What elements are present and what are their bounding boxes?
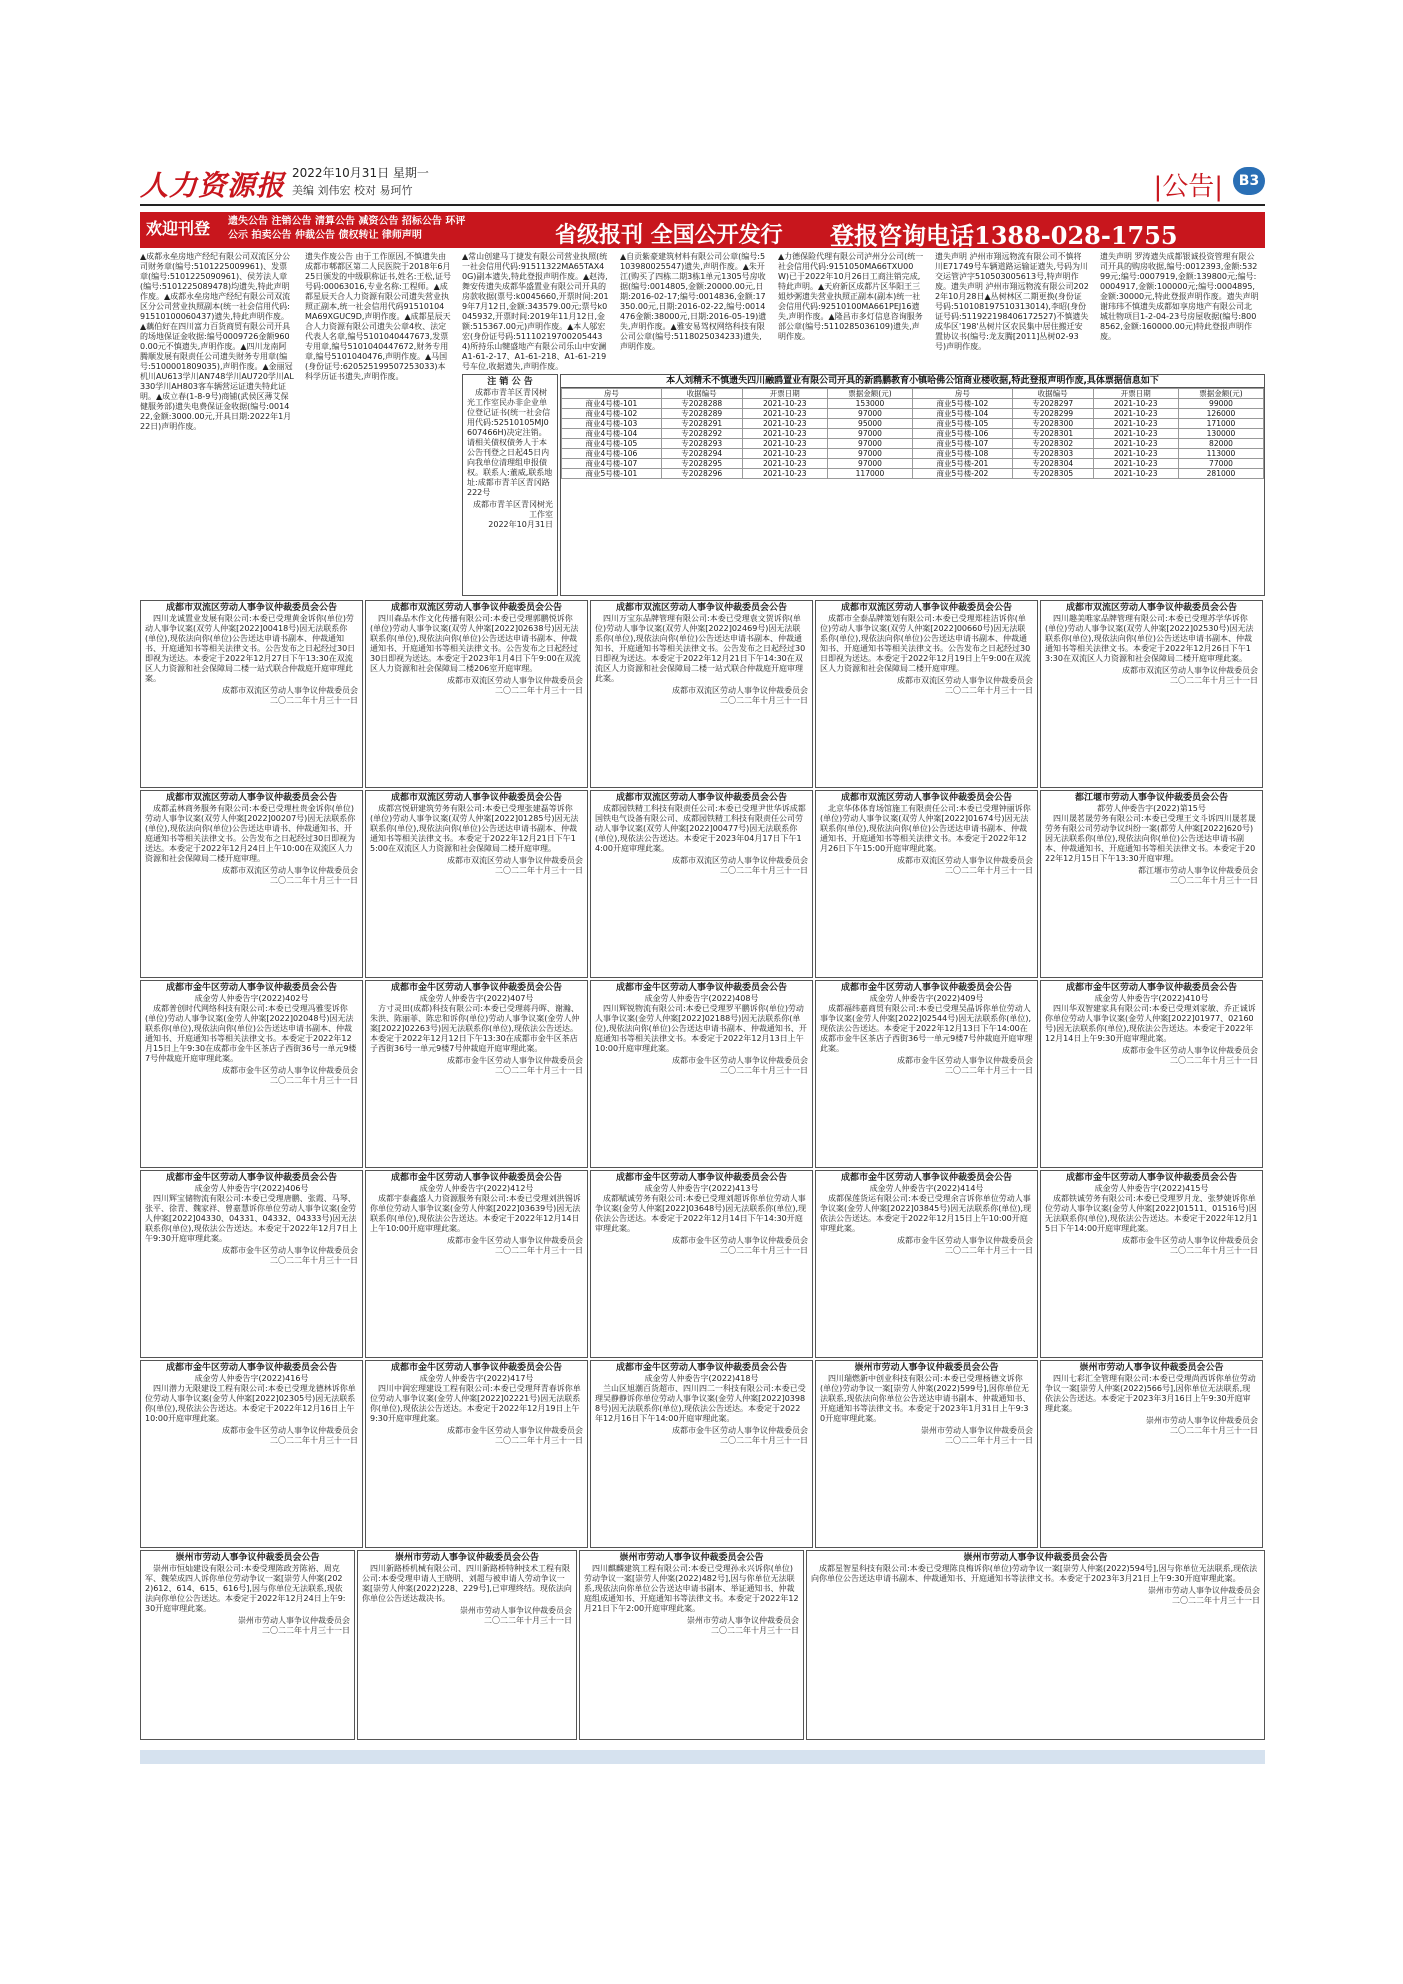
ad-banner	[140, 212, 1265, 248]
table-cell: 专2028305	[1012, 469, 1093, 479]
arbitration-notice	[815, 1360, 1038, 1548]
table-cell: 商业5号楼-102	[912, 399, 1012, 409]
table-cell: 171000	[1178, 419, 1263, 429]
arbitration-notice	[140, 1170, 363, 1358]
notice-reference: 成金劳人仲委告字(2022)410号	[1094, 994, 1209, 1003]
notice-body: 成都园铁精工科技有限责任公司:本委已受理尹世华诉成都国铁电气设备有限公司、成都园铁精工科技有限责任公司劳动人事争议案(双劳人仲案[2022]00477号)因无法联系你(单位),现依法公告送达。本委定于2023年04月17日下午14:00开庭审理此案。	[595, 804, 806, 853]
notice-title: 成都市金牛区劳动人事争议仲裁委员会公告	[615, 1363, 787, 1373]
table-header-cell: 开票日期	[1093, 389, 1178, 399]
notice-date: 二〇二二年十月三十一日	[495, 1066, 583, 1075]
notice-signature: 成都市双流区劳动人事争议仲裁委员会	[672, 686, 808, 695]
notice-date: 二〇二二年十月三十一日	[270, 1076, 358, 1085]
notice-body: 四川华双智建家具有限公司:本委已受理刘家敏、乔正诚诉你单位劳动人事争议案(金劳人仲案[2022]01977、02160号)因无法联系你(单位),现依法公告送达。本委定于2022年12月14日上午9:30开庭审理此案。	[1045, 1004, 1256, 1043]
notice-reference: 成金劳人仲委告字(2022)415号	[1094, 1184, 1209, 1193]
table-cell: 商业5号楼-105	[912, 419, 1012, 429]
arbitration-notice	[815, 600, 1038, 788]
table-header-cell: 收据编号	[1012, 389, 1093, 399]
table-cell: 专2028293	[661, 439, 742, 449]
notice-signature: 成都市金牛区劳动人事争议仲裁委员会	[897, 1056, 1033, 1065]
table-row	[562, 439, 1264, 449]
table-cell: 77000	[1178, 459, 1263, 469]
notice-date: 二〇二二年十月三十一日	[945, 1246, 1033, 1255]
arbitration-notice	[140, 1550, 355, 1740]
footer-band	[140, 1750, 1265, 1764]
table-cell: 126000	[1178, 409, 1263, 419]
table-cell: 2021-10-23	[742, 449, 827, 459]
arbitration-notice	[590, 790, 813, 978]
notice-title: 都江堰市劳动人事争议仲裁委员会公告	[1074, 793, 1228, 803]
receipt-table-block	[560, 374, 1265, 596]
notice-title: 成都市金牛区劳动人事争议仲裁委员会公告	[1065, 1173, 1237, 1183]
table-cell: 97000	[827, 449, 912, 459]
notice-body: 成都铁诚劳务有限公司:本委已受理罗月龙、张梦婕诉你单位劳动人事争议案(金劳人仲案[2022]01511、01516号)因无法联系你(单位),现依法公告送达。本委定于2022年12月15日下午14:00开庭审理此案。	[1045, 1194, 1258, 1233]
table-header-cell: 票据金额(元)	[827, 389, 912, 399]
notice-date: 二〇二二年十月三十一日	[262, 1626, 350, 1635]
cancellation-notice	[462, 374, 558, 596]
table-cell: 专2028289	[661, 409, 742, 419]
notice-body: 成都孟林商务服务有限公司:本委已受理杜贵金诉你(单位)劳动人事争议案(双劳人仲案[2022]00207号)因无法联系你(单位),现依法向你(单位)公告送达申请书、仲裁通知书、开庭通知书等相关法律文书。公告发布之日起经过30日即视为送达。本委定于2022年12月24日上午10:00在双流区人力资源和社会保障局二楼开庭审理。	[145, 804, 356, 863]
section-name: |公告|	[1153, 172, 1223, 202]
notice-reference: 都劳人仲委告字(2022)第15号	[1097, 804, 1206, 813]
notice-date: 二〇二二年十月三十一日	[495, 686, 583, 695]
table-cell: 2021-10-23	[1093, 409, 1178, 419]
arbitration-notice	[579, 1550, 804, 1740]
notice-title: 成都市金牛区劳动人事争议仲裁委员会公告	[615, 983, 787, 993]
notice-date: 二〇二二年十月三十一日	[1170, 1056, 1258, 1065]
notice-date: 二〇二二年十月三十一日	[1170, 876, 1258, 885]
notice-signature: 成都市双流区劳动人事争议仲裁委员会	[897, 856, 1033, 865]
table-cell: 2021-10-23	[742, 419, 827, 429]
notice-signature: 成都市双流区劳动人事争议仲裁委员会	[447, 676, 583, 685]
notice-signature: 成都市双流区劳动人事争议仲裁委员会	[447, 856, 583, 865]
table-cell: 商业5号楼-104	[912, 409, 1012, 419]
notice-date: 二〇二二年十月三十一日	[720, 1066, 808, 1075]
table-row	[562, 419, 1264, 429]
notice-title: 崇州市劳动人事争议仲裁委员会公告	[394, 1553, 539, 1563]
notice-title: 崇州市劳动人事争议仲裁委员会公告	[963, 1553, 1108, 1563]
notice-reference: 成金劳人仲委告字(2022)414号	[869, 1184, 984, 1193]
classified-column: ▲常山创建马丁捷发有限公司营业执照(统一社会信用代码:91511322MA65TAX40G)副本遗失,特此登报声明作废。▲赵涛,舞安传遗失成都华盛置业有限公司开具的房款收据(票号:k0045660,开票时间:2019年7月12日,金额:343579.00元;票号k0045932,开票时间:2019年11月12日,金额:515367.00元)声明作废。▲本人邬宏宏(身份证号码:511102197002054434)所持乐山犍盛地产有限公司乐山中安澜A1-61-2-17、A1-61-218、A1-61-219号车位,收据遗失,声明作废。	[462, 252, 609, 370]
notice-title: 成都市双流区劳动人事争议仲裁委员会公告	[1065, 603, 1237, 613]
notice-title: 成都市双流区劳动人事争议仲裁委员会公告	[615, 603, 787, 613]
table-cell: 专2028296	[661, 469, 742, 479]
notice-body: 四川辉宝储物流有限公司:本委已受理唐鹏、张霞、马琴、张平、徐青、魏家祥、曾嘉慧诉你单位劳动人事争议案(金劳人仲案[2022]04330、04331、04332、04333号)因无法联系你(单位),现依法公告送达。本委定于2022年12月7日上午9:30开庭审理此案。	[145, 1194, 358, 1243]
table-cell: 商业5号楼-108	[912, 449, 1012, 459]
notice-signature: 成都市金牛区劳动人事争议仲裁委员会	[447, 1056, 583, 1065]
arbitration-notice	[590, 1170, 813, 1358]
arbitration-notice	[1040, 1170, 1263, 1358]
notice-signature: 成都市金牛区劳动人事争议仲裁委员会	[222, 1426, 358, 1435]
notice-title: 成都市金牛区劳动人事争议仲裁委员会公告	[165, 1363, 337, 1373]
table-cell: 商业4号楼-102	[562, 409, 662, 419]
notice-signature: 崇州市劳动人事争议仲裁委员会	[1146, 1416, 1258, 1425]
classified-column: 遗失声明 罗涛遗失成都银诚投资管理有限公司开具的购房收据,编号:0012393,金额:53299元;编号:0007919,金额:139800元;编号:0004917,金额:100000元;编号:0004895,金额:30000元,特此登报声明作废。遗失声明 谢玮玮不慎遗失成都如享房地产有限公司北城壮物项目1-2-04-23号房屋收据(编号:8008562,金额:160000.00元)特此登报声明作废。	[1100, 252, 1259, 341]
table-cell: 商业4号楼-101	[562, 399, 662, 409]
arbitration-notice	[140, 1360, 363, 1548]
notice-signature: 成都市金牛区劳动人事争议仲裁委员会	[447, 1426, 583, 1435]
notice-body: 四川瑞燃新中创业科技有限公司:本委已受理杨德文诉你(单位)劳动争议一案[崇劳人仲案(2022)599号],因你单位无法联系,现依法向你单位公告送达申请书副本、仲裁通知书、开庭通知书等法律文书。本委定于2023年1月31日上午9:30开庭审理此案。	[820, 1374, 1031, 1423]
notice-body: 四川七彩汇全管理有限公司:本委已受理尚西诉你单位劳动争议一案[崇劳人仲案(2022)566号],因你单位无法联系,现依法公告送达。本委定于2023年3月16日上午9:30开庭审理此案。	[1045, 1374, 1256, 1413]
table-cell: 专2028297	[1012, 399, 1093, 409]
table-row	[562, 399, 1264, 409]
notice-signature: 成都市金牛区劳动人事争议仲裁委员会	[1122, 1046, 1258, 1055]
notice-body: 四川中润宏理建设工程有限公司:本委已受理拜青春诉你单位劳动人事争议案(金劳人仲案[2022]02221号)因无法联系你(单位),现依法公告送达。本委定于2022年12月19日上午9:30开庭审理此案。	[370, 1384, 581, 1423]
arbitration-notice	[1040, 600, 1263, 788]
notice-signature: 崇州市劳动人事争议仲裁委员会	[921, 1426, 1033, 1435]
header-rule	[140, 204, 1265, 206]
masthead-logo: 人力资源报	[140, 169, 286, 202]
notice-signature: 成都市金牛区劳动人事争议仲裁委员会	[897, 1236, 1033, 1245]
notice-signature: 成都市金牛区劳动人事争议仲裁委员会	[447, 1236, 583, 1245]
classified-column: 遗失作废公告 由于工作原因,不慎遗失由成都市郫都区第二人民医院于2018年6月25日颁发的中级职称证书,姓名:王松,证号号码:00063016,专业名称:工程师。▲成都星辰天合人力资源有限公司遗失营业执照正副本,统一社会信用代码91510104MA69XGUC9D,声明作废。▲成都星辰天合人力资源有限公司遗失公章4枚、法定代表人名章,编号5101040447673,发票专用章,编号5101040447672,财务专用章,编号5101040476,声明作废。▲马国(身份证号:620525199507253033)本科学历证书遗失,声明作废。	[305, 252, 451, 381]
notice-reference: 成金劳人仲委告字(2022)408号	[644, 994, 759, 1003]
classified-column: ▲成都永垒房地产经纪有限公司双流区分公司财务章(编号:5101225009961)、发票章(编号:5101225090961)、侯芳法人章(编号:5101225089478)均遗失,特此声明作废。▲成都永垒房地产经纪有限公司双流区分公司营业执照副本(统一社会信用代码:91510100060437)遗失,特此声明作废。▲藕伯好在四川富力百货商贸有限公司开具的场地保证金收据:编号0009726金额9600.00元不慎遗失,声明作废。▲四川龙南阿腾顺发展有限责任公司遗失财务专用章(编号:5100001809035),声明作废。▲金丽冠机川AU613学川AN748学川AU720学川AL330学川AH803客车辆营运证遗失特此证明。▲成立春(1-8-9号)商铺(武侯区薄艾保健服务部)遗失电费保证金收据(编号:001422,金额:3000.00元,开具日期:2022年1月22日)声明作废。	[140, 252, 294, 431]
notice-signature: 成都市双流区劳动人事争议仲裁委员会	[897, 676, 1033, 685]
arbitration-notice	[590, 980, 813, 1168]
table-cell: 2021-10-23	[742, 399, 827, 409]
notice-body: 成都赋诚劳务有限公司:本委已受理刘超诉你单位劳动人事争议案(金劳人仲案[2022]03648号)因无法联系你(单位),现依法公告送达。本委定于2022年12月14日下午14:30开庭审理此案。	[595, 1194, 807, 1233]
notice-reference: 成金劳人仲委告字(2022)409号	[869, 994, 984, 1003]
notice-signature: 成都市金牛区劳动人事争议仲裁委员会	[672, 1236, 808, 1245]
notice-date: 二〇二二年十月三十一日	[945, 1066, 1033, 1075]
notice-date: 二〇二二年十月三十一日	[945, 686, 1033, 695]
notice-body: 四川万宝东品牌管理有限公司:本委已受理袁文贺诉你(单位)劳动人事争议案(双劳人仲案[2022]02469号)因无法联系你(单位),现依法向你(单位)公告送达申请书副本、仲裁通知书、开庭通知书等相关法律文书。公告发布之日起经过30日即视为送达。本委定于2022年12月21日下午14:30在双流区人力资源和社会保障局二楼一站式联合仲裁庭开庭审理此案。	[595, 614, 806, 683]
notice-body: 四川森品木作文化传播有限公司:本委已受理郭鹏悦诉你(单位)劳动人事争议案(双劳人仲案[2022]02638号)因无法联系你(单位),现依法向你(单位)公告送达申请书副本、仲裁通知书、开庭通知书等相关法律文书。公告发布之日起经过30日即视为送达。本委定于2023年1月4日下午9:00在双流区人力资源和社会保障局二楼206室开庭审理。	[370, 614, 581, 673]
table-cell: 专2028300	[1012, 419, 1093, 429]
table-cell: 2021-10-23	[1093, 439, 1178, 449]
notice-date: 二〇二二年十月三十一日	[945, 1436, 1033, 1445]
table-cell: 专2028299	[1012, 409, 1093, 419]
table-cell: 99000	[1178, 399, 1263, 409]
issue-date: 2022年10月31日 星期一	[292, 166, 429, 180]
table-cell: 113000	[1178, 449, 1263, 459]
table-cell: 97000	[827, 459, 912, 469]
notice-signature: 崇州市劳动人事争议仲裁委员会	[238, 1616, 350, 1625]
notice-title: 成都市双流区劳动人事争议仲裁委员会公告	[615, 793, 787, 803]
notice-body: 四川潜力无限建设工程有限公司:本委已受理龙德林诉你单位劳动人事争议案(金劳人仲案[2022]02305号)因无法联系你(单位),现依法公告送达。本委定于2022年12月16日上午10:00开庭审理此案。	[145, 1384, 356, 1423]
notice-reference: 成金劳人仲委告字(2022)417号	[419, 1374, 534, 1383]
notice-body: 成都福纬嘉商贸有限公司:本委已受理吴晶诉你单位劳动人事争议案(金劳人仲案[2022]02544号)因无法联系你(单位),现依法公告送达。本委定于2022年12月13日下午14:00在成都市金牛区茶店子西街36号一单元9楼7号仲裁庭开庭审理此案。	[820, 1004, 1033, 1053]
notice-body: 成都宇泰鑫盛人力资源服务有限公司:本委已受理刘洪锡诉你单位劳动人事争议案(金劳人仲案[2022]03639号)因无法联系你(单位),现依法公告送达。本委定于2022年12月14日上午10:00开庭审理此案。	[370, 1194, 581, 1233]
notice-body: 成都市全泰品牌策划有限公司:本委已受理郑桂洁诉你(单位)劳动人事争议案(双劳人仲案[2022]00660号)因无法联系你(单位),现依法向你(单位)公告送达申请书副本、仲裁通知书、开庭通知书等相关法律文书。公告发布之日起经过30日即视为送达。本委定于2022年12月19日上午9:00在双流区人力资源和社会保障局二楼开庭审理。	[820, 614, 1031, 673]
notice-body: 成都宫悦研建筑劳务有限公司:本委已受理张建磊等诉你(单位)劳动人事争议案(双劳人仲案[2022]01285号)因无法联系你(单位),现依法向你(单位)公告送达申请书副本、仲裁通知书等相关法律文书。本委定于2022年12月21日下午15:00在双流区人力资源和社会保障局二楼开庭审理。	[370, 804, 579, 853]
table-cell: 商业5号楼-201	[912, 459, 1012, 469]
table-cell: 2021-10-23	[742, 409, 827, 419]
notice-date: 二〇二二年十月三十一日	[720, 866, 808, 875]
notice-title: 成都市双流区劳动人事争议仲裁委员会公告	[390, 603, 562, 613]
notice-date: 二〇二二年十月三十一日	[1170, 1246, 1258, 1255]
table-cell: 专2028294	[661, 449, 742, 459]
table-cell: 117000	[827, 469, 912, 479]
notice-signature: 成都市双流区劳动人事争议仲裁委员会	[1122, 666, 1258, 675]
arbitration-notice	[815, 1170, 1038, 1358]
notice-title: 成都市双流区劳动人事争议仲裁委员会公告	[390, 793, 562, 803]
notice-date: 2022年10月31日	[488, 520, 553, 529]
arbitration-notice	[590, 600, 813, 788]
table-header-cell: 房号	[562, 389, 662, 399]
notice-body: 四川龙诚置业发展有限公司:本委已受理黄金诉你(单位)劳动人事争议案(双劳人仲案[2022]00418号)因无法联系你(单位),现依法向你(单位)公告送达申请书副本、仲裁通知书、开庭通知书等相关法律文书。公告发布之日起经过30日即视为送达。本委定于2022年12月27日下午13:30在双流区人力资源和社会保障局二楼一站式联合仲裁庭开庭审理此案。	[145, 614, 356, 683]
table-row	[562, 449, 1264, 459]
notice-title: 成都市金牛区劳动人事争议仲裁委员会公告	[390, 983, 562, 993]
table-cell: 专2028301	[1012, 429, 1093, 439]
table-row	[562, 469, 1264, 479]
table-cell: 2021-10-23	[1093, 419, 1178, 429]
table-cell: 2021-10-23	[742, 469, 827, 479]
notice-title: 成都市金牛区劳动人事争议仲裁委员会公告	[1065, 983, 1237, 993]
table-header-cell: 开票日期	[742, 389, 827, 399]
notice-body: 成都保莲货运有限公司:本委已受理余言诉你单位劳动人事争议案(金劳人仲案[2022]03845号)因无法联系你(单位),现依法公告送达。本委定于2022年12月15日上午10:00开庭审理此案。	[820, 1194, 1032, 1233]
notice-title: 成都市金牛区劳动人事争议仲裁委员会公告	[165, 983, 337, 993]
notice-date: 二〇二二年十月三十一日	[720, 696, 808, 705]
table-cell: 商业5号楼-106	[912, 429, 1012, 439]
notice-reference: 成金劳人仲委告字(2022)416号	[194, 1374, 309, 1383]
banner-types: 遗失公告 注销公告 清算公告 减资公告 招标公告 环评公示 拍卖公告 仲裁公告 债权转让 律师声明	[228, 216, 466, 241]
notice-title: 成都市双流区劳动人事争议仲裁委员会公告	[165, 603, 337, 613]
table-cell: 82000	[1178, 439, 1263, 449]
notice-body: 四川麒麟建筑工程有限公司:本委已受理孙永兴诉你(单位)劳动争议一案[崇劳人仲案(2022)482号],因与你单位无法联系,现依法向你单位公告送达申请书副本、举证通知书、仲裁庭组成通知书、开庭通知书等法律文书。本委定于2022年12月21日下午2:00开庭审理此案。	[584, 1564, 799, 1613]
table-header-row	[562, 389, 1264, 399]
notice-body: 方寸灵田(成都)科技有限公司:本委已受理蒋丹晖、谢瀚、朱洪、陈丽菲、陈忠和诉你(单位)劳动人事争议案(金劳人仲案[2022]02263号)因无法联系你(单位),现依法公告送达。本委定于2022年12月12日下午13:30在成都市金牛区茶店子西街36号一单元9楼7号仲裁庭开庭审理此案。	[370, 1004, 580, 1053]
notice-date: 二〇二二年十月三十一日	[270, 696, 358, 705]
table-cell: 281000	[1178, 469, 1263, 479]
classified-column: 遗失声明 泸州市翔远物流有限公司不慎将川E71749号车辆道路运输证遗失,号码为川交运管泸字510503005613号,特声明作废。遗失声明 泸州市翔远物流有限公司2022年10月28日▲丛树林区二期更换(身份证号码:510108197510313014),李昭(身份证号码:511922198406172527)不慎遗失成华区'198'丛树片区农民集中居住搬迁安置协议书(编号:龙友腾[2011]丛树02-93号)声明作废。	[935, 252, 1089, 351]
table-cell: 专2028302	[1012, 439, 1093, 449]
arbitration-notice	[365, 790, 588, 978]
table-cell: 专2028291	[661, 419, 742, 429]
arbitration-notice	[365, 1170, 588, 1358]
table-cell: 商业5号楼-101	[562, 469, 662, 479]
notice-title: 成都市双流区劳动人事争议仲裁委员会公告	[840, 793, 1012, 803]
notice-reference: 成金劳人仲委告字(2022)418号	[644, 1374, 759, 1383]
classified-column: ▲力德保险代理有限公司泸州分公司(统一社会信用代码:9151050MA66TXU00W)已于2022年10月26日工商注销完成,特此声明。▲天府新区成都片区华阳王三姐炒粥遗失营业执照正副本(副本)统一社会信用代码:92510100MA661PEJ16遗失,声明作废。▲隆昌市多灯信息咨询服务部公章(编号:5110285036109)遗失,声明作废。	[778, 252, 924, 341]
table-cell: 专2028304	[1012, 459, 1093, 469]
notice-body: 四川新路桥机械有限公司、四川新路桥特种技术工程有限公司:本委受理申请人王晓明、刘超与被申请人劳动争议一案[崇劳人仲案(2022)228、229号],已审理终结。现依法向你单位公告送达裁决书。	[362, 1564, 572, 1603]
table-cell: 专2028292	[661, 429, 742, 439]
notice-date: 二〇二二年十月三十一日	[270, 876, 358, 885]
notice-signature: 成都市金牛区劳动人事争议仲裁委员会	[222, 1066, 358, 1075]
notice-date: 二〇二二年十月三十一日	[1170, 676, 1258, 685]
arbitration-notice	[140, 980, 363, 1168]
notice-body: 成都普创时代网络科技有限公司:本委已受理冯雅雯诉你(单位)劳动人事争议案(金劳人仲案[2022]02048号)因无法联系你(单位),现依法向你(单位)公告送达申请书副本、仲裁通知书、开庭通知书等相关法律文书。本委定于2022年12月15日上午9:30在成都市金牛区茶店子西街36号一单元9楼7号仲裁庭开庭审理此案。	[145, 1004, 357, 1063]
notice-date: 二〇二二年十月三十一日	[495, 866, 583, 875]
notice-date: 二〇二二年十月三十一日	[270, 1436, 358, 1445]
notice-signature: 成都市金牛区劳动人事争议仲裁委员会	[672, 1426, 808, 1435]
notice-date: 二〇二二年十月三十一日	[1170, 1426, 1258, 1435]
table-cell: 商业5号楼-107	[912, 439, 1012, 449]
notice-title: 成都市双流区劳动人事争议仲裁委员会公告	[840, 603, 1012, 613]
table-cell: 商业4号楼-107	[562, 459, 662, 469]
notice-signature: 成都市双流区劳动人事争议仲裁委员会	[222, 866, 358, 875]
table-cell: 2021-10-23	[1093, 469, 1178, 479]
arbitration-notice	[140, 600, 363, 788]
notice-title: 崇州市劳动人事争议仲裁委员会公告	[1079, 1363, 1224, 1373]
notice-title: 成都市金牛区劳动人事争议仲裁委员会公告	[615, 1173, 787, 1183]
notice-date: 二〇二二年十月三十一日	[270, 1256, 358, 1265]
table-cell: 商业4号楼-104	[562, 429, 662, 439]
arbitration-notice	[1040, 790, 1263, 978]
arbitration-notice	[365, 600, 588, 788]
notice-reference: 成金劳人仲委告字(2022)406号	[194, 1184, 309, 1193]
notice-signature: 成都市金牛区劳动人事争议仲裁委员会	[672, 1056, 808, 1065]
notice-signature: 崇州市劳动人事争议仲裁委员会	[687, 1616, 799, 1625]
table-row	[562, 459, 1264, 469]
notice-title: 崇州市劳动人事争议仲裁委员会公告	[854, 1363, 999, 1373]
notice-title: 成都市金牛区劳动人事争议仲裁委员会公告	[165, 1173, 337, 1183]
notice-title: 成都市金牛区劳动人事争议仲裁委员会公告	[840, 1173, 1012, 1183]
notice-signature: 成都市双流区劳动人事争议仲裁委员会	[222, 686, 358, 695]
table-cell: 2021-10-23	[1093, 429, 1178, 439]
table-cell: 97000	[827, 429, 912, 439]
table-cell: 153000	[827, 399, 912, 409]
table-title: 本人刘精禾不慎遗失四川融鸥置业有限公司开具的新鸥鹏教育小镇哈佛公馆商业楼收据,特此登报声明作废,具体票据信息如下	[561, 375, 1264, 388]
banner-phone: 登报咨询电话1388-028-1755	[830, 221, 1178, 248]
banner-welcome: 欢迎刊登	[146, 219, 211, 238]
notice-body: 成都市青羊区青冈树光工作室民办非企业单位登记证书(统一社会信用代码:52510105MJ0607466H)决定注销。请相关债权债务人于本公告刊登之日起45日内向我单位清理组申报债权。联系人:董威,联系地址:成都市青羊区青冈路222号	[467, 388, 553, 497]
notice-date: 二〇二二年十月三十一日	[720, 1436, 808, 1445]
notice-date: 二〇二二年十月三十一日	[495, 1436, 583, 1445]
notice-body: 四川晟茗晟劳务有限公司:本委已受理王文斗诉四川晟茗晟劳务有限公司劳动争议纠纷一案(都劳人仲案[2022]620号)因无法联系你(单位),现依法向你(单位)公告送达申请书副本、仲裁通知书、开庭通知书等相关法律文书。本委定于2022年12月15日下午13:30开庭审理。	[1045, 814, 1256, 863]
notice-body: 北京华体体育场馆施工有限责任公司:本委已受理钟丽诉你(单位)劳动人事争议案(双劳人仲案[2022]01674号)因无法联系你(单位),现依法向你(单位)公告送达申请书副本、仲裁通知书、开庭通知书等相关法律文书。本委定于2022年12月26日下午15:00开庭审理此案。	[820, 804, 1031, 853]
notice-signature: 成都市金牛区劳动人事争议仲裁委员会	[222, 1246, 358, 1255]
arbitration-notice	[1040, 980, 1263, 1168]
page-header	[140, 162, 1265, 200]
notice-body: 成都星智星科技有限公司:本委已受理陈良梅诉你(单位)劳动争议一案[崇劳人仲案(2022)594号],因与你单位无法联系,现依法向你单位公告送达申请书副本、仲裁通知书、开庭通知书等法律文书。本委定于2023年3月21日上午9:30开庭审理此案。	[811, 1564, 1258, 1583]
table-cell: 商业5号楼-202	[912, 469, 1012, 479]
notice-body: 四川趣美唯家品牌管理有限公司:本委已受理苏学华诉你(单位)劳动人事争议案(双劳人仲案[2022]02530号)因无法联系你(单位),现依法向你(单位)公告送达申请书副本、仲裁通知书等相关法律文书。本委定于2022年12月26日下午13:30在双流区人力资源和社会保障局二楼开庭审理此案。	[1045, 614, 1254, 663]
notice-title: 崇州市劳动人事争议仲裁委员会公告	[175, 1553, 320, 1563]
table-cell: 2021-10-23	[742, 439, 827, 449]
table-cell: 97000	[827, 439, 912, 449]
table-cell: 2021-10-23	[1093, 459, 1178, 469]
notice-reference: 成金劳人仲委告字(2022)413号	[644, 1184, 759, 1193]
notice-reference: 成金劳人仲委告字(2022)402号	[194, 994, 309, 1003]
notice-date: 二〇二二年十月三十一日	[1172, 1596, 1260, 1605]
arbitration-notice	[815, 790, 1038, 978]
table-cell: 商业4号楼-103	[562, 419, 662, 429]
table-cell: 2021-10-23	[1093, 399, 1178, 409]
arbitration-notice	[365, 980, 588, 1168]
notice-signature: 崇州市劳动人事争议仲裁委员会	[460, 1606, 572, 1615]
arbitration-notice	[590, 1360, 813, 1548]
notice-date: 二〇二二年十月三十一日	[711, 1626, 799, 1635]
notice-title: 注 销 公 告	[487, 377, 533, 387]
arbitration-notice	[815, 980, 1038, 1168]
notice-signature: 成都市青羊区青冈树光工作室	[473, 500, 553, 519]
table-cell: 97000	[827, 409, 912, 419]
table-cell: 专2028295	[661, 459, 742, 469]
receipt-table	[561, 388, 1264, 479]
notice-date: 二〇二二年十月三十一日	[484, 1616, 572, 1625]
notice-signature: 都江堰市劳动人事争议仲裁委员会	[1138, 866, 1258, 875]
arbitration-notice	[140, 790, 363, 978]
notice-signature: 成都市双流区劳动人事争议仲裁委员会	[672, 856, 808, 865]
arbitration-notice	[365, 1360, 588, 1548]
notice-body: 四川辉锐物流有限公司:本委已受理罗平鹏诉你(单位)劳动人事争议案(金劳人仲案[2022]02188号)因无法联系你(单位),现依法向你(单位)公告送达申请书副本、仲裁通知书、开庭通知书等相关法律文书。本委定于2022年12月13日上午10:00开庭审理此案。	[595, 1004, 807, 1053]
table-header-cell: 房号	[912, 389, 1012, 399]
table-cell: 130000	[1178, 429, 1263, 439]
table-header-cell: 收据编号	[661, 389, 742, 399]
arbitration-notice	[357, 1550, 577, 1740]
arbitration-notice	[806, 1550, 1265, 1740]
notice-reference: 成金劳人仲委告字(2022)407号	[419, 994, 534, 1003]
notice-title: 成都市金牛区劳动人事争议仲裁委员会公告	[840, 983, 1012, 993]
notice-title: 成都市双流区劳动人事争议仲裁委员会公告	[165, 793, 337, 803]
issue-editor: 美编 刘伟宏 校对 易珂竹	[292, 184, 413, 197]
table-row	[562, 409, 1264, 419]
notice-date: 二〇二二年十月三十一日	[495, 1246, 583, 1255]
table-header-cell: 票据金额(元)	[1178, 389, 1263, 399]
table-cell: 2021-10-23	[742, 429, 827, 439]
notice-title: 崇州市劳动人事争议仲裁委员会公告	[619, 1553, 764, 1563]
notice-body: 崇州市恒灿建设有限公司:本委受理陈政芳陈裕、周克军、魏荣成四人诉你单位劳动争议一案[崇劳人仲案(2022)612、614、615、616号],因与你单位无法联系,现依法向你单位公告送达。本委定于2022年12月24日上午9:30开庭审理此案。	[145, 1564, 346, 1613]
notice-signature: 成都市金牛区劳动人事争议仲裁委员会	[1122, 1236, 1258, 1245]
notice-date: 二〇二二年十月三十一日	[720, 1246, 808, 1255]
notice-title: 成都市金牛区劳动人事争议仲裁委员会公告	[390, 1173, 562, 1183]
page-number-badge: B3	[1233, 167, 1265, 195]
notice-signature: 崇州市劳动人事争议仲裁委员会	[1148, 1586, 1260, 1595]
table-cell: 商业4号楼-106	[562, 449, 662, 459]
table-cell: 专2028303	[1012, 449, 1093, 459]
notice-reference: 成金劳人仲委告字(2022)412号	[419, 1184, 534, 1193]
table-cell: 专2028288	[661, 399, 742, 409]
classified-column: ▲自贡紫豪建筑材料有限公司公章(编号:5103980025547)遗失,声明作废。▲朱开江(购买了四栋二期3栋1单元1305号房收据(编号:0014805,金额:20000.00元,日期:2016-02-17;编号:0014836,金额:17350.00元,日期:2016-02-22,编号:0014476金额:38000元,日期:2016-05-19)遗失,声明作废。▲雅安易驾权网络科技有限公司公章(编号:5118025034233)遗失,声明作废。	[620, 252, 767, 351]
banner-slogan: 省级报刊 全国公开发行	[555, 222, 783, 248]
table-cell: 95000	[827, 419, 912, 429]
table-cell: 2021-10-23	[742, 459, 827, 469]
notice-body: 兰山区旭潮百货超市、四川四二一科技有限公司:本委已受理吴静静诉你单位劳动人事争议案(金劳人仲案[2022]03988号)因无法联系你(单位),现依法公告送达。本委定于2022年12月16日下午14:00开庭审理此案。	[595, 1384, 806, 1423]
notice-date: 二〇二二年十月三十一日	[945, 866, 1033, 875]
notice-title: 成都市金牛区劳动人事争议仲裁委员会公告	[390, 1363, 562, 1373]
arbitration-notice	[1040, 1360, 1263, 1548]
table-cell: 商业4号楼-105	[562, 439, 662, 449]
table-row	[562, 429, 1264, 439]
table-cell: 2021-10-23	[1093, 449, 1178, 459]
